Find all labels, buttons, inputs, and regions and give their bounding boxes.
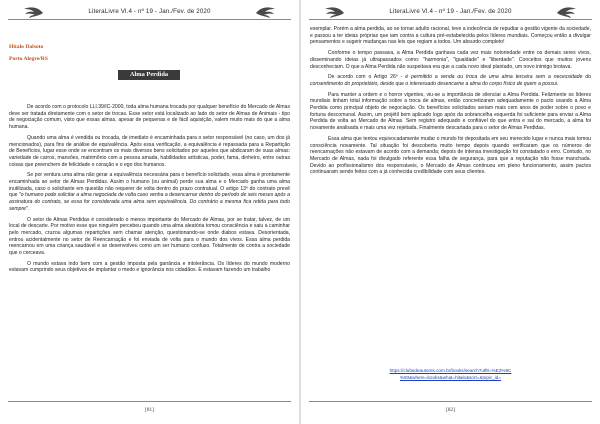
right-page	[301, 0, 600, 424]
page-number: [82]	[446, 407, 455, 413]
page-number: [81]	[145, 407, 154, 413]
header-title: LiteraLivre Vl.4 - nº 19 - Jan./Fev. de 2020	[389, 8, 512, 15]
paragraph: O setor de Almas Perdidas é considerado o menos importante do Mercado de Almas, por se tratar, talvez, de um local de descarte. Por motivo esse que ninguém percebeu quando uma alma aleatória tomou consciência e saiu a caminhar pelo mercado, cruzou algumas repartições sem chamar atenção, questionando-se onde diabos estava. Desorientada, entrou acidentalmente no setor de Reencarnação e foi enviada de volta para o mundo dos vivos. Essa alma perdida reencarnou em uma criança saudável e se desenvolveu como um ser humano confuso. Totalmente de contra a sociedade que o cerceava.	[9, 216, 290, 257]
wing-icon	[556, 6, 578, 19]
paragraph	[9, 172, 290, 212]
contract-quote: "o humano pode solicitar a alma negociada de volta caso venha a desencarnar dentro do período de seis meses após a assinatura do contrato, se essa for considerada uma alma sem equivalência. Do contrário a mesma fica retida para todo sempre".	[9, 192, 290, 212]
paragraph: Conforme o tempo passava, a Alma Perdida ganhava cada vez mais notoriedade entre os demais seres vivos, disseminando ideias já ultrapassados como: "harmonia", "igualdade" e "liberdade". Conceitos que muitos jovens desconheciam. O que a Alma Perdida não suspeitava era que a cada novo ideal plantado, um novo inimigo brotava.	[310, 50, 591, 70]
paragraph: Para manter a ordem e o horror vigentes, viu-se a importância de silenciar a Alma Perdida. Felizmente os líderes mundiais tinham total informação sobre a troca de almas, então concretizaram adequadamente o pacto usando a Alma Perdida como principal objeto de negociação. Os benefícios solicitados seriam mais cem anos de poder sobre o povo e fortuna descomunal. Assim, um projétil bem aplicado logo após da sobrancelha esquerda foi suficiente para enviar a Alma Perdida de volta ao Mercado de Almas. Sem registro adequado e confiável do que entra e sai do mercado, a alma foi novamente analisada e mais uma vez rejeitada. Finalmente descartada para o setor de Almas Perdidas.	[310, 91, 591, 132]
left-body	[9, 104, 290, 278]
header-title: LiteraLivre Vl.4 - nº 19 - Jan./Fev. de 2020	[88, 8, 211, 15]
paragraph: De acordo com o protocolo LLI.39/IC-2000, toda alma humana trocada por qualquer benefício do Mercado de Almas deve ser tratada diretamente com o setor de trocas. Esse setor está localizado ao lado do setor de Almas de Animais - tipo de negociação comum, visto que essas almas, apesar de pequenas e de fácil aquisição, valem muito mais do que a alma humana.	[9, 104, 290, 131]
header-rule	[309, 19, 592, 20]
author-location: Porto Alegre/RS	[9, 56, 48, 62]
paragraph	[310, 74, 591, 87]
footer-rule	[309, 401, 592, 402]
page-header	[8, 6, 291, 20]
right-body	[310, 26, 591, 180]
book-link-line-2[interactable]: %93&where=books&what=hitalo&sort=&topic_id=	[399, 375, 502, 380]
paragraph: O mundo estava indo bem com a gestão imposta pela ganância e intolerância. Os líderes do mundo moderno estavam cumprindo seus objetivos de implantar o medo e ignorância nos cidadãos. E estavam fazendo um trabalho	[9, 260, 290, 274]
wing-icon	[255, 6, 277, 19]
book-link-line-1[interactable]: https://clubedeautores.com.br/books/search?utf8=%E2%9C	[389, 368, 512, 373]
paragraph: Quando uma alma é vendida ou trocada, de imediato é encaminhada para o setor responsável (no caso, um dos já mencionados), para fins de análise de equivalência. Após essa verificação, a equivalência é repassada para a Repartição de Benefícios, lugar esse onde se encontram os mais diversos bens solicitados por aqueles que abdicaram de suas almas: variedade de carros, mansões, matrimônio com a pessoa amada, habilidades artísticas, poder, fama, dinheiro, entre outras coisas que preenchem de felicidade o coração e o ego dos humanos.	[9, 134, 290, 168]
left-page	[0, 0, 299, 424]
paragraph-text: Se por ventura uma alma não gerar a equivalência necessária para o benefício solicitado, essa alma é prontamente encaminhada ao setor de Almas Perdidas. Assim o humano (ou animal) perde sua alma e o Mercado ganha uma alma inutilizada, caso o solicitante em questão não requerer de volta dentro do prazo contratual. O artigo 13º do contrato prevê que	[9, 172, 290, 199]
paragraph-text: De acordo com o Artigo 26º -	[328, 74, 406, 81]
paragraph: Essa alma que tentou equivocadamente mudar o mundo foi depositada em seu merecido lugar e nunca mais tomou consciência novamente. Tal situação foi descoberta muito tempo depois quando verificaram que os números de reencarnações não estavam de acordo com a demanda; depois de intensa investigação foi constatado o erro. Contudo, no Mercado de Almas, nada foi divulgado referente essa falha de segurança, para que a reputação não fosse manchada. Devido ao profissionalismo dos responsáveis, o Mercado de Almas continuou em pleno funcionamento, assim pactos continuaram sendo feitos com a já conhecida credibilidade com seus clientes.	[310, 135, 591, 176]
author-name: Hitalo Dalsoto	[9, 44, 44, 50]
footer-rule	[8, 401, 291, 402]
article-quote: é permitido a venda ou troca de uma alma terceira sem a necessidade do consentimento do proprietário, desde que o interessado desencarne a alma do corpo físico de quem a possui.	[310, 74, 591, 87]
paragraph: exemplar. Porém a alma perdida, ao se tornar adulto racional, teve a indecência de repudiar a gestão vigente da sociedade, e passou a ter ideias próprias que iam contra a cultura pré-estabelecida pelos líderes mundiais. Começou então a divulgar pensamentos e sugerir mudanças nas leis que regiam a todos. Um absurdo completo!	[310, 26, 591, 46]
article-title: Alma Perdida	[118, 70, 180, 80]
header-rule	[8, 19, 291, 20]
page-header	[309, 6, 592, 20]
